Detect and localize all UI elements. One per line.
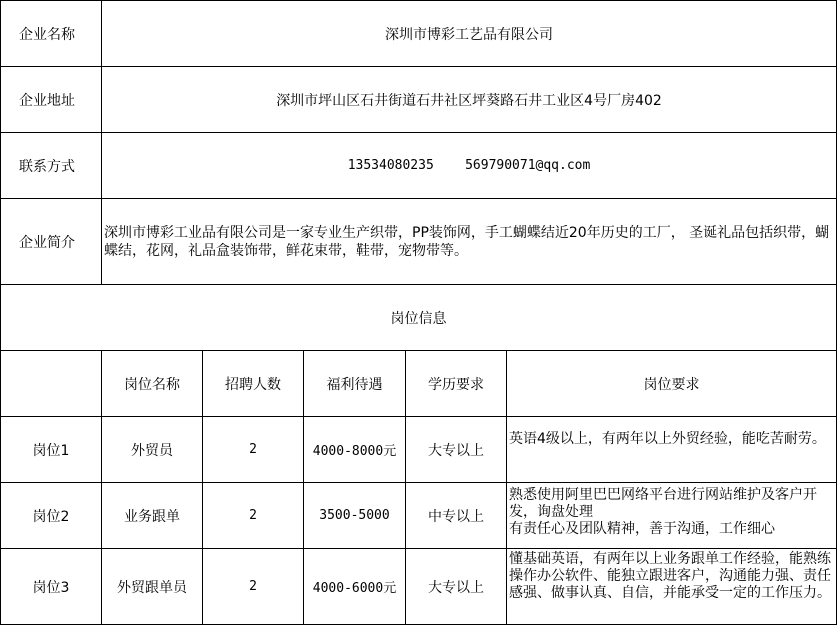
company-name-row <box>1 1 837 67</box>
job-title: 外贸跟单员 <box>102 549 203 625</box>
table-row <box>1 483 837 549</box>
header-education: 学历要求 <box>406 351 507 417</box>
company-name-label: 企业名称 <box>1 1 102 67</box>
job-requirements <box>507 549 837 625</box>
requirement-line: 懂基础英语，有两年以上业务跟单工作经验，能熟练操作办公软件、能独立跟进客户，沟通能力强、责任感强、做事认真、自信，并能承受一定的工作压力。 <box>509 551 831 601</box>
company-address: 深圳市坪山区石井街道石井社区坪葵路石井工业区4号厂房402 <box>102 67 837 133</box>
job-salary: 3500-5000 <box>304 483 406 549</box>
table-row <box>1 549 837 625</box>
job-title: 外贸员 <box>102 417 203 483</box>
job-count: 2 <box>203 483 304 549</box>
job-requirements <box>507 417 837 483</box>
job-requirements <box>507 483 837 549</box>
jobs-header-row <box>1 351 837 417</box>
job-salary: 4000-6000元 <box>304 549 406 625</box>
company-contact-row <box>1 133 837 199</box>
company-intro-label: 企业简介 <box>1 199 102 285</box>
job-education: 中专以上 <box>406 483 507 549</box>
requirement-line: 熟悉使用阿里巴巴网络平台进行网站维护及客户开发，询盘处理 <box>509 487 817 520</box>
job-count: 2 <box>203 549 304 625</box>
job-salary: 4000-8000元 <box>304 417 406 483</box>
header-job-title: 岗位名称 <box>102 351 203 417</box>
company-contact-label: 联系方式 <box>1 133 102 199</box>
header-count: 招聘人数 <box>203 351 304 417</box>
job-id: 岗位3 <box>1 549 102 625</box>
company-address-label: 企业地址 <box>1 67 102 133</box>
jobs-section-row <box>1 285 837 351</box>
requirement-line: 有责任心及团队精神，善于沟通，工作细心 <box>509 521 775 537</box>
header-blank-cell <box>1 351 102 417</box>
jobs-section-title: 岗位信息 <box>1 285 837 351</box>
requirement-line: 英语4级以上，有两年以上外贸经验，能吃苦耐劳。 <box>509 431 826 447</box>
header-requirements: 岗位要求 <box>507 351 837 417</box>
company-address-row <box>1 67 837 133</box>
company-intro-row <box>1 199 837 285</box>
job-education: 大专以上 <box>406 417 507 483</box>
job-count: 2 <box>203 417 304 483</box>
job-id: 岗位1 <box>1 417 102 483</box>
job-education: 大专以上 <box>406 549 507 625</box>
company-intro: 深圳市博彩工业品有限公司是一家专业生产织带，PP装饰网，手工蝴蝶结近20年历史的工厂， 圣诞礼品包括织带，蝴蝶结，花网，礼品盒装饰带，鲜花束带，鞋带，宠物带等。 <box>102 199 837 285</box>
job-title: 业务跟单 <box>102 483 203 549</box>
job-id: 岗位2 <box>1 483 102 549</box>
company-contact <box>102 133 837 199</box>
contact-email: 569790071@qq.com <box>465 158 591 173</box>
contact-phone: 13534080235 <box>347 158 434 173</box>
company-name: 深圳市博彩工艺品有限公司 <box>102 1 837 67</box>
header-salary: 福利待遇 <box>304 351 406 417</box>
table-row <box>1 417 837 483</box>
